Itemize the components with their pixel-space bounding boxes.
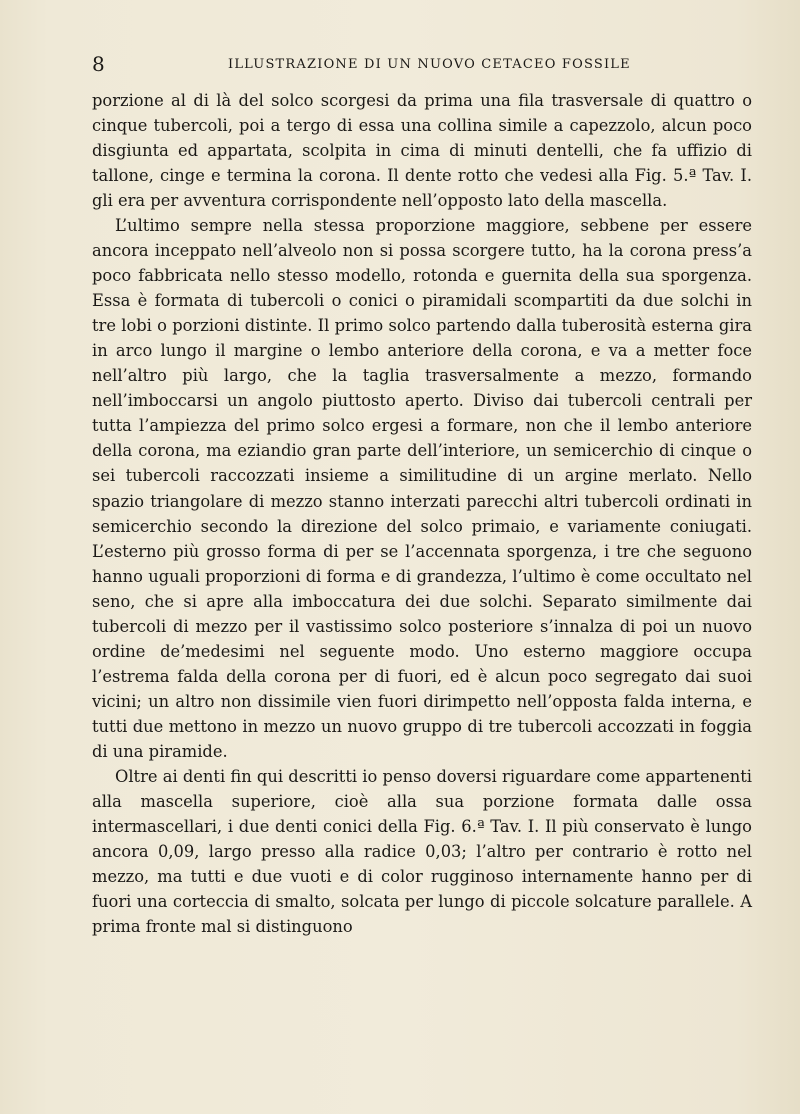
page-number: 8 [92, 52, 105, 76]
page-header [92, 52, 750, 78]
paragraph-3: Oltre ai denti fin qui descritti io penso doversi riguardare come appartenenti alla mascella superiore, cioè alla sua porzione formata dalle ossa intermascellari, i due denti conici della Fig. 6.ª Tav. I. Il più conservato è lungo ancora 0,09, largo presso alla radice 0,03; l’altro per contrario è rotto nel mezzo, ma tutti e due vuoti e di color rugginoso internamente hanno per di fuori una corteccia di smalto, solcata per lungo di piccole solcature parallele. A prima fronte mal si distinguono [92, 766, 752, 937]
body-text [92, 88, 752, 939]
paragraph-2: L’ultimo sempre nella stessa proporzione maggiore, sebbene per essere ancora inceppato nell’alveolo non si possa scorgere tutto, ha la corona press’a poco fabbricata nello stesso modello, rotonda e guernita della sua sporgenza. Essa è formata di tubercoli o conici o piramidali scompartiti da due solchi in tre lobi o porzioni distinte. Il primo solco partendo dalla tuberosità esterna gira in arco lungo il margine o lembo anteriore della corona, e va a metter foce nell’altro più largo, che la taglia trasversalmente a mezzo, formando nell’imboccarsi un angolo piuttosto aperto. Diviso dai tubercoli centrali per tutta l’ampiezza del primo solco ergesi a formare, non che il lembo anteriore della corona, ma eziandio gran parte dell’interiore, un semicerchio di cinque o sei tubercoli raccozzati insieme a similitudine di un argine merlato. Nello spazio triangolare di mezzo stanno interzati parecchi altri tubercoli ordinati in semicerchio secondo la direzione del solco primaio, e variamente coniugati. L’esterno più grosso forma di per se l’accennata sporgenza, i tre che seguono hanno uguali proporzioni di forma e di grandezza, l’ultimo è come occultato nel seno, che si apre alla imboccatura dei due solchi. Separato similmente dai tubercoli di mezzo per il vastissimo solco posteriore s’innalza di poi un nuovo ordine de’medesimi nel seguente modo. Uno esterno maggiore occupa l’estrema falda della corona per di fuori, ed è alcun poco segregato dai suoi vicini; un altro non dissimile vien fuori dirimpetto nell’opposta falda interna, e tutti due mettono in mezzo un nuovo gruppo di tre tubercoli accozzati in foggia di una piramide. [92, 216, 752, 761]
running-title: ILLUSTRAZIONE DI UN NUOVO CETACEO FOSSILE [228, 57, 631, 72]
paragraph-1: porzione al di là del solco scorgesi da prima una fila trasversale di quattro o cinque tubercoli, poi a tergo di essa una collina simile a capezzolo, alcun poco disgiunta ed appartata, scolpita in cima di minuti dentelli, che fa uffizio di tallone, cinge e termina la corona. Il dente rotto che vedesi alla Fig. 5.ª Tav. I. gli era per avventura corrispondente nell’opposto lato della mascella. [92, 91, 752, 211]
